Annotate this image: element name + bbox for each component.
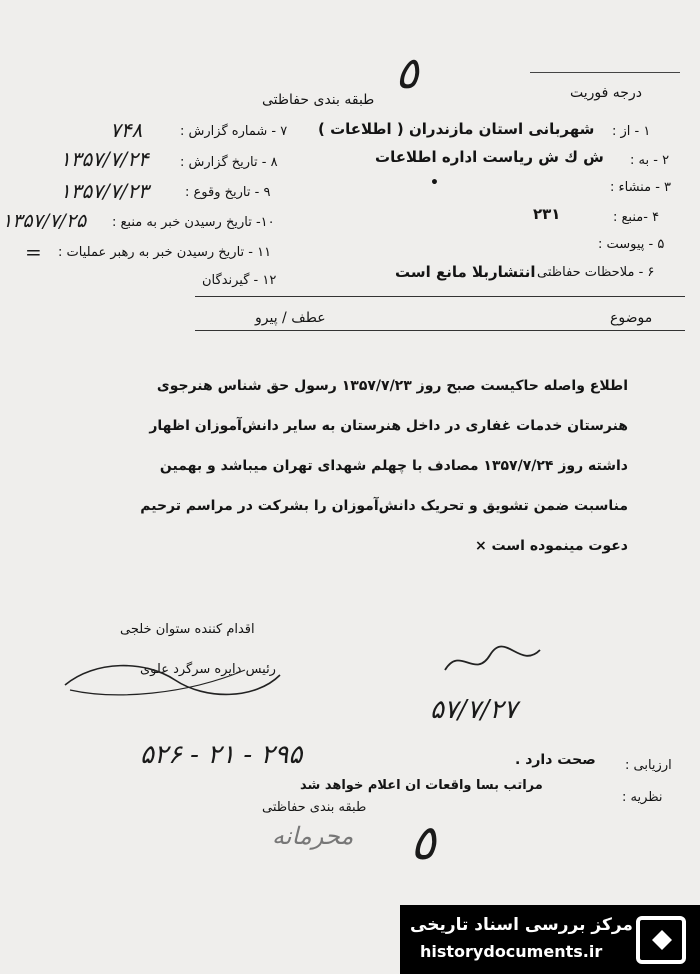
body-line: دعوت مینموده است × bbox=[474, 538, 628, 554]
action-by: اقدام کننده ستوان خلجی bbox=[120, 622, 255, 637]
bottom-classification-label: طبقه بندی حفاظتی bbox=[262, 800, 367, 815]
body-line: هنرستان خدمات غفاری در داخل هنرستان به سایر دانش‌آموزان اظهار bbox=[149, 418, 628, 434]
event-date-label: ۹ - تاریخ وقوع : bbox=[185, 185, 271, 200]
header-rule bbox=[530, 72, 680, 73]
evaluation-label: ارزیابی : bbox=[625, 758, 672, 773]
security-notes-label: ۶ - ملاحظات حفاظتی bbox=[537, 265, 655, 280]
origin-value: • bbox=[430, 175, 439, 191]
subject-top-rule bbox=[195, 296, 685, 297]
source-received-date-label: ۱۰- تاریخ رسیدن خبر به منبع : bbox=[112, 215, 275, 230]
initials-signature bbox=[440, 640, 550, 685]
source-label: ۴ -منبع : bbox=[613, 210, 660, 225]
origin-label: ۳ - منشاء : bbox=[610, 180, 672, 195]
security-notes-value: انتشاربلا مانع است bbox=[395, 263, 536, 281]
bottom-mark: ٥ bbox=[410, 815, 436, 871]
body-line: اطلاع واصله حاکیست صبح روز ۱۳۵۷/۷/۲۳ رسول حق شناس هنرجوی bbox=[156, 378, 628, 394]
confidential-stamp: محرمانه bbox=[272, 822, 354, 850]
leader-received-date-label: ۱۱ - تاریخ رسیدن خبر به رهبر عملیات : bbox=[58, 245, 272, 260]
head-of-department: رئیس دایره سرگرد علوی bbox=[140, 662, 276, 677]
classification-mark: ٥ bbox=[395, 48, 419, 99]
from-label: ۱ - از : bbox=[612, 124, 651, 139]
from-value: شهربانی استان مازندران ( اطلاعات ) bbox=[318, 120, 595, 138]
to-label: ۲ - به : bbox=[630, 153, 670, 168]
report-number-value: ۷۴۸ bbox=[110, 118, 143, 142]
footer-website: historydocuments.ir bbox=[420, 942, 603, 961]
body-line: داشته روز ۱۳۵۷/۷/۲۴ مصادف با چهلم شهدای تهران میباشد و بهمین bbox=[159, 458, 628, 474]
to-value: ش ك ش ریاست اداره اطلاعات bbox=[375, 148, 604, 166]
source-received-date-value: ۱۳۵۷/۷/۲۵ bbox=[2, 210, 87, 232]
opinion-value: مراتب بسا واقعات ان اعلام خواهد شد bbox=[300, 778, 543, 793]
footer-org-name: مرکز بررسی اسناد تاریخی bbox=[410, 915, 633, 935]
report-date-value: ۱۳۵۷/۷/۲۴ bbox=[60, 147, 149, 171]
initials-date: ۵۷/۷/۲۷ bbox=[430, 695, 518, 725]
leader-received-date-value: = bbox=[25, 240, 42, 264]
report-date-label: ۸ - تاریخ گزارش : bbox=[180, 155, 278, 170]
recipients-label: ۱۲ - گیرندگان bbox=[202, 273, 277, 288]
subject-label: موضوع bbox=[610, 310, 653, 326]
event-date-value: ۱۳۵۷/۷/۲۳ bbox=[60, 179, 149, 203]
opinion-label: نظریه : bbox=[622, 790, 663, 805]
attachment-label: ۵ - پیوست : bbox=[598, 237, 665, 252]
evaluation-value: صحت دارد . bbox=[515, 752, 596, 768]
classification-label: طبقه بندی حفاظتی bbox=[262, 92, 375, 108]
source-value: ۲۳۱ bbox=[533, 205, 561, 223]
signature-scribble bbox=[55, 655, 285, 705]
file-number: ۵۲۶ - ۲۱ - ۲۹۵ bbox=[140, 740, 303, 770]
documents-logo-icon bbox=[632, 912, 692, 968]
body-line: مناسبت ضمن تشویق و تحریک دانش‌آموزان را بشرکت در مراسم ترحیم bbox=[140, 498, 628, 514]
report-number-label: ۷ - شماره گزارش : bbox=[180, 124, 288, 139]
urgency-label: درجه فوریت bbox=[570, 85, 642, 101]
subject-bottom-rule bbox=[195, 330, 685, 331]
reference-label: عطف / پیرو bbox=[255, 310, 326, 326]
